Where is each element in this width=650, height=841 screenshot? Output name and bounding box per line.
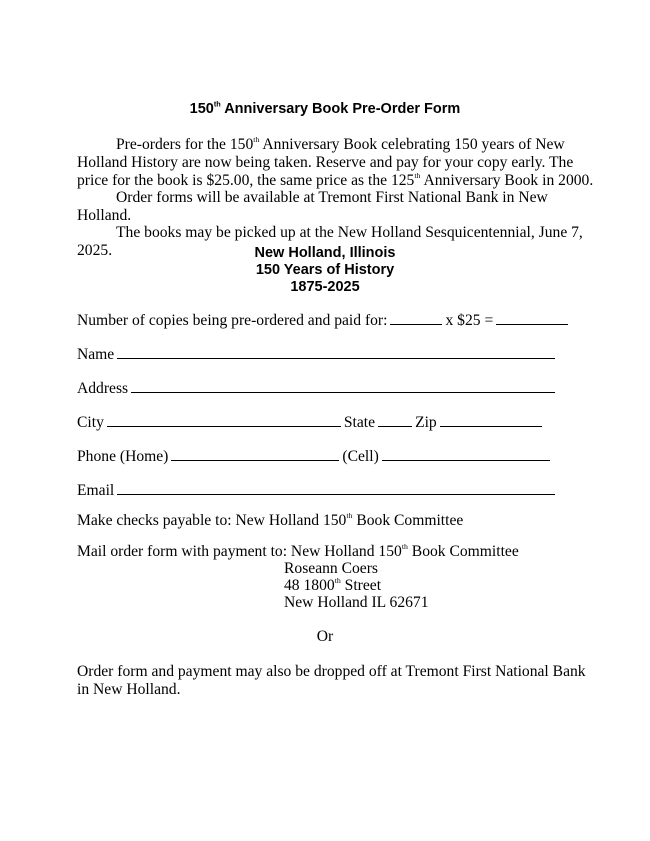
intro-line: Order forms will be available at Tremont First National Bank in New <box>116 189 548 206</box>
or-text: Or <box>316 628 334 645</box>
intro-line: Holland History are now being taken. Reserve and pay for your copy early. The <box>77 154 574 171</box>
city-row <box>77 412 545 432</box>
mail-line: Roseann Coers <box>284 560 378 577</box>
address-label: Address <box>77 380 129 397</box>
dropoff-line: Order form and payment may also be dropped off at Tremont First National Bank <box>77 663 586 680</box>
mail-line: New Holland IL 62671 <box>284 594 429 611</box>
intro-line: Pre-orders for the 150th Anniversary Book celebrating 150 years of New <box>116 134 565 153</box>
intro-line: The books may be picked up at the New Holland Sesquicentennial, June 7, <box>116 224 583 241</box>
form-title: 150th Anniversary Book Pre-Order Form <box>189 99 461 117</box>
mail-line: Mail order form with payment to: New Holland 150th Book Committee <box>77 541 519 560</box>
zip-field[interactable] <box>440 412 542 427</box>
name-label: Name <box>77 346 115 363</box>
heading-line: 150 Years of History <box>255 262 395 278</box>
city-label: City <box>77 414 104 431</box>
copies-field[interactable] <box>390 310 442 325</box>
payable-line: Make checks payable to: New Holland 150th Book Committee <box>77 510 464 529</box>
mail-line: 48 1800th Street <box>284 575 382 594</box>
name-row <box>77 344 558 364</box>
heading-line: New Holland, Illinois <box>254 245 396 261</box>
phone-home-field[interactable] <box>171 446 339 461</box>
address-row <box>77 378 558 398</box>
copies-row <box>77 310 571 330</box>
dropoff-line: in New Holland. <box>77 681 181 698</box>
copies-label: Number of copies being pre-ordered and paid for: <box>77 312 388 329</box>
email-label: Email <box>77 482 115 499</box>
intro-line: price for the book is $25.00, the same price as the 125th Anniversary Book in 2000. <box>77 170 594 189</box>
phone-row <box>77 446 553 466</box>
state-label: State <box>343 414 376 431</box>
city-field[interactable] <box>107 412 341 427</box>
cell-field[interactable] <box>382 446 550 461</box>
zip-label: Zip <box>415 414 437 431</box>
name-field[interactable] <box>117 344 555 359</box>
address-field[interactable] <box>131 378 555 393</box>
heading-line: 1875-2025 <box>290 279 360 295</box>
intro-line: 2025. <box>77 242 113 259</box>
phone-home-label: Phone (Home) <box>77 448 169 465</box>
email-row <box>77 480 558 500</box>
intro-line: Holland. <box>77 207 132 224</box>
price-label: x $25 = <box>445 312 494 329</box>
cell-label: (Cell) <box>342 448 379 465</box>
email-field[interactable] <box>117 480 555 495</box>
total-field[interactable] <box>496 310 568 325</box>
state-field[interactable] <box>378 412 412 427</box>
